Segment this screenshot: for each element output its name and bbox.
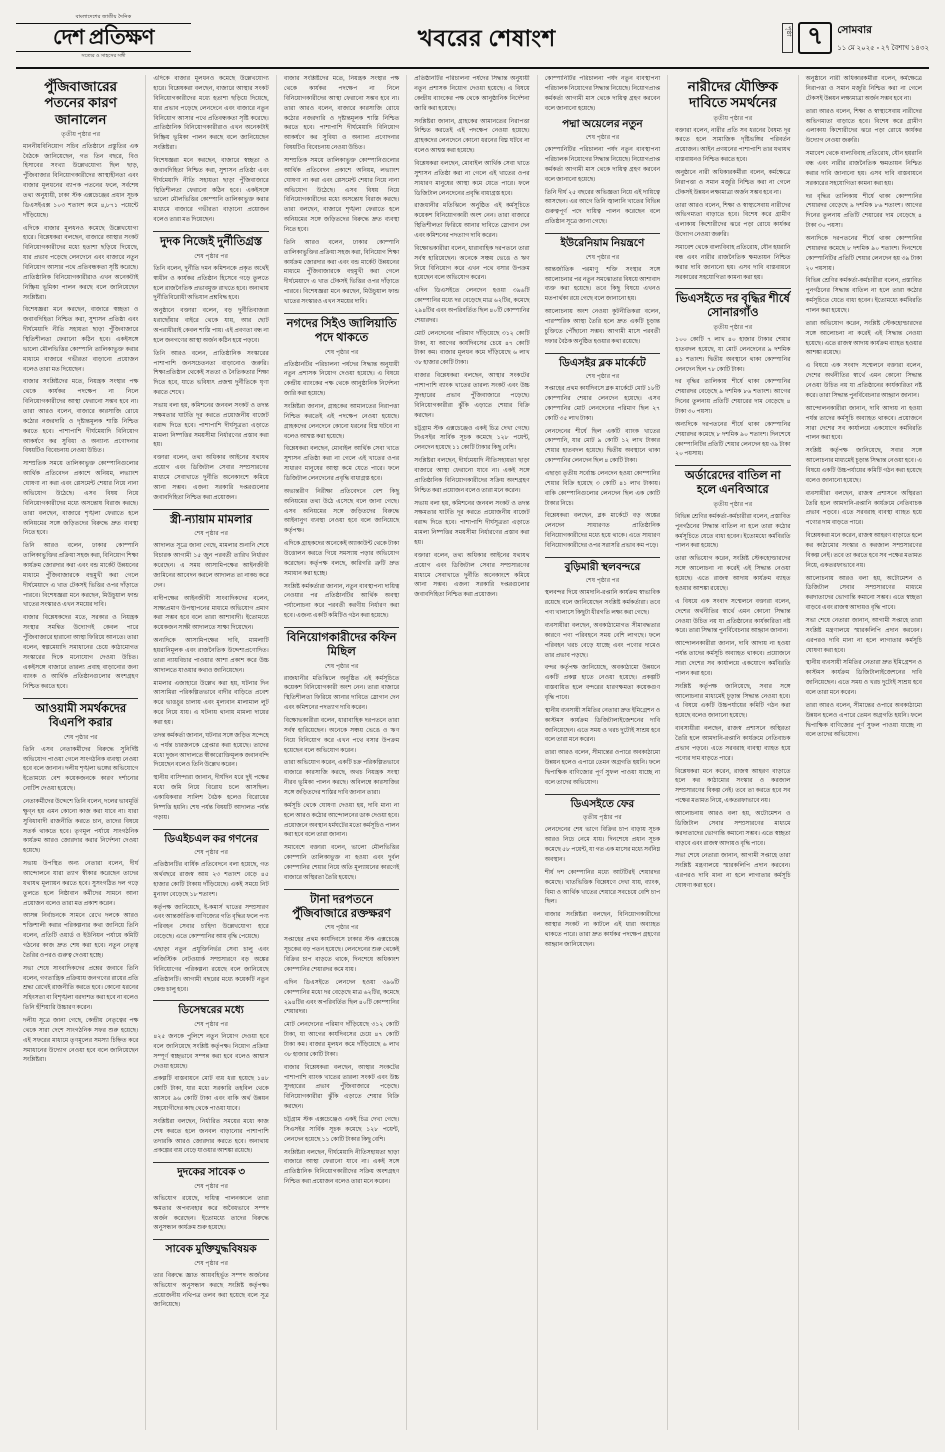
article-paragraph: এছাড়া তৃতীয় সর্বোচ্চ লেনদেন হওয়া কোম্পানির শেয়ার বিক্রি হয়েছে ৩ কোটি ৪১ লাখ টাকায়। বাকি কোম্পানিগুলোর লেনদেন ছিল এক কোটি টাকার নিচে। <box>544 470 661 507</box>
article-paragraph: তারা অভিযোগ করেন, একটি চক্র পরিকল্পিতভাবে বাজারে কারসাজি করছে, অথচ নিয়ন্ত্রক সংস্থা নীরব ভূমিকা পালন করছে। অবিলম্বে কারসাজির সঙ্গে জড়িতদের শাস্তির দাবি জানান তারা। <box>283 760 400 797</box>
article-byline: শেষ পৃষ্ঠার পর <box>585 577 620 585</box>
article-paragraph: তিনি বলেন, দুর্নীতি দমন কমিশনকে প্রকৃত অর্থেই স্বাধীন ও কার্যকর প্রতিষ্ঠান হিসেবে গড়ে তুলতে হলে রাজনৈতিক প্রভাবমুক্ত রাখতে হবে। অন্যথায় দুর্নীতিবিরোধী অভিযান প্রশ্নবিদ্ধ হবে। <box>153 265 269 302</box>
article-paragraph-jump: এদিকে বাজার মূলধনও কমেছে উল্লেখযোগ্য হারে। বিশ্লেষকরা বলছেন, বাজারে আস্থার সংকট বিনিয়োগকারীদের মধ্যে হতাশা ছড়িয়ে দিয়েছে, যার প্রভাব পড়েছে লেনদেনে এবং বাজারে নতুন বিনিয়োগ আসার পথে প্রতিবন্ধকতা সৃষ্টি করেছে। প্রাতিষ্ঠানিক বিনিয়োগকারীরাও এখন অনেকটাই নিষ্ক্রিয় ভূমিকা পালন করছে বলে জানিয়েছেন সংশ্লিষ্টরা। <box>153 76 269 152</box>
column-7 <box>799 75 929 1430</box>
article-paragraph: আসন্ন নির্বাচনকে সামনে রেখে দলকে আরও শক্তিশালী করার পরিকল্পনার কথা জানিয়ে তিনি বলেন, প্রতিটি ওয়ার্ড ও ইউনিয়ন পর্যায়ে কমিটি গঠনের কাজ দ্রুত শেষ করা হবে। নতুন নেতৃত্ব তৈরির ওপরও গুরুত্ব দেওয়া হচ্ছে। <box>23 913 139 959</box>
publication-day: সোমবার <box>837 24 872 36</box>
article-paragraph: আন্দোলনকারীরা জানান, দাবি আদায় না হওয়া পর্যন্ত তাদের কর্মসূচি অব্যাহত থাকবে। প্রয়োজনে সারা দেশের সব কার্যালয়ে একযোগে কর্মবিরতি পালন করা হবে। <box>675 641 791 677</box>
article-paragraph-jump: আন্দোলনকারীরা জানান, দাবি আদায় না হওয়া পর্যন্ত তাদের কর্মসূচি অব্যাহত থাকবে। প্রয়োজনে সারা দেশের সব কার্যালয়ে একযোগে কর্মবিরতি পালন করা হবে। <box>805 405 922 442</box>
article-paragraph-jump: স্থানীয় ব্যবসায়ী সমিতির নেতারা দ্রুত ইমিগ্রেশন ও কাস্টমস কার্যক্রম ডিজিটালাইজেশনের দাবি জানিয়েছেন। এতে সময় ও খরচ দুটোই সাশ্রয় হবে বলে তারা মনে করেন। <box>805 660 922 696</box>
article-paragraph: সংশ্লিষ্টরা জানান, গ্রাহকের আমানতের নিরাপত্তা নিশ্চিত করতেই এই পদক্ষেপ নেওয়া হয়েছে। গ্রাহকদের লেনদেনে কোনো ধরনের বিঘ্ন ঘটবে না বলেও আশ্বস্ত করা হয়েছে। <box>283 403 400 440</box>
article-paragraph-jump: দর বৃদ্ধির তালিকায় শীর্ষে থাকা কোম্পানির শেয়ারদর বেড়েছে ৯ দশমিক ৮৬ শতাংশ। আগের দিনের তুলনায় প্রতিটি শেয়ারের দাম বেড়েছে ৪ টাকা ৩০ পয়সা। <box>805 193 922 230</box>
article-paragraph-jump: অন্যদিকে দরপতনের শীর্ষে থাকা কোম্পানির শেয়ারদর কমেছে ৮ দশমিক ৯০ শতাংশ। দিনশেষে কোম্পানিটির প্রতিটি শেয়ার লেনদেন হয় ৩৯ টাকা ২০ পয়সায়। <box>805 236 922 272</box>
article-headline[interactable]: স্ত্রী-ন্যায়াম মামলার <box>169 513 253 526</box>
article-byline: তৃতীয় পৃষ্ঠার পর <box>583 814 622 822</box>
article-byline: তৃতীয় পৃষ্ঠার পর <box>713 324 753 331</box>
article-headline[interactable]: ইউরেনিয়াম নিয়ন্ত্রণে <box>560 238 645 250</box>
article-paragraph: মামলার এজাহারে উল্লেখ করা হয়, ঘটনার দিন আসামিরা পরিকল্পিতভাবে বাদীর বাড়িতে প্রবেশ করে ভাঙচুর চালায় এবং মূল্যবান মালামাল লুট করে নিয়ে যায়। এ ঘটনায় থানায় মামলা দায়ের করা হয়। <box>153 680 269 726</box>
article-paragraph-jump: রাজধানীর মতিঝিলে অনুষ্ঠিত এই কর্মসূচিতে কয়েকশ বিনিয়োগকারী অংশ নেন। তারা বাজারে স্থিতিশীলতা ফিরিয়ে আনার দাবিতে স্লোগান দেন এবং কমিশনের পদত্যাগ দাবি করেন। <box>414 203 530 240</box>
article-paragraph: সমাবেশে বক্তারা বলেন, ভালো মৌলভিত্তির কোম্পানি তালিকাভুক্ত না হওয়া এবং দুর্বল কোম্পানির শেয়ার নিয়ে অতি মূল্যায়নের কারণেই বাজারে অস্থিরতা তৈরি হয়েছে। <box>283 845 400 881</box>
divider <box>545 557 660 558</box>
divider <box>23 698 138 699</box>
article-paragraph: অনুষ্ঠানে বক্তারা বলেন, বড় দুর্নীতিবাজরা ধরাছোঁয়ার বাইরে থেকে যায়, আর ছোট অপরাধীরাই কেবল শাস্তি পায়। এই প্রবণতা বন্ধ না হলে জনগণের আস্থা অর্জন কঠিন হয়ে পড়বে। <box>153 308 269 344</box>
article-paragraph: সভা শেষে সাংবাদিকদের প্রশ্নের জবাবে তিনি বলেন, গণতান্ত্রিক প্রক্রিয়ায় জনগণের রায়ের প্রতি শ্রদ্ধা রেখেই রাজনীতি করতে হবে। কোনো ধরনের সহিংসতা বা বিশৃঙ্খলা বরদাশত করা হবে না বলেও তিনি হুঁশিয়ারি উচ্চারণ করেন। <box>23 965 139 1012</box>
article-paragraph: বিশ্লেষকরা বলছেন, ব্লক মার্কেটে বড় অঙ্কের লেনদেন সাধারণত প্রাতিষ্ঠানিক বিনিয়োগকারীদের মধ্যে হয়ে থাকে। এতে সাধারণ বিনিয়োগকারীদের ওপর সরাসরি প্রভাব কম পড়ে। <box>544 513 661 549</box>
divider <box>675 465 790 466</box>
article-paragraph: শীর্ষ দশ কোম্পানির মধ্যে আটটিরই শেয়ারদর কমেছে। খাতভিত্তিক বিশ্লেষণে দেখা যায়, ব্যাংক, বিমা ও আর্থিক খাতের শেয়ারে সবচেয়ে বেশি চাপ ছিল। <box>544 869 661 906</box>
article-byline: তৃতীয় পৃষ্ঠার পর <box>713 500 753 508</box>
page-indicator <box>782 14 929 54</box>
column-3 <box>277 75 407 1430</box>
article-paragraph: তিনি এসব নেতাকর্মীদের বিরুদ্ধে সুনির্দিষ্ট অভিযোগ পাওয়া গেলে সাংগঠনিক ব্যবস্থা নেওয়া হবে বলে জানান। দলীয় শৃঙ্খলা ভঙ্গের অভিযোগে ইতোমধ্যে বেশ কয়েকজনকে কারণ দর্শানোর নোটিশ দেওয়া হয়েছে। <box>23 746 139 793</box>
divider <box>545 353 660 354</box>
article-paragraph: প্রতিষ্ঠানটির বার্ষিক প্রতিবেদনে বলা হয়েছে, গত অর্থবছরে রাজস্ব আয় ২৩ শতাংশ বেড়ে ৪৫ হাজার কোটি টাকায় দাঁড়িয়েছে। একই সময়ে নিট মুনাফা বেড়েছে ১৮ শতাংশ। <box>153 862 269 898</box>
article-paragraph: সভা শেষে নেতারা জানান, আগামী সপ্তাহে তারা সংশ্লিষ্ট মন্ত্রণালয়ে স্মারকলিপি প্রদান করবেন। এরপরও দাবি মানা না হলে লাগাতার কর্মসূচি ঘোষণা করা হবে। <box>675 853 791 889</box>
article-paragraph: আদালত সূত্রে জানা গেছে, মামলার শুনানি শেষে বিচারক আগামী ১৫ জুন পরবর্তী তারিখ নির্ধারণ করেছেন। এ সময় আসামিপক্ষের আইনজীবী জামিনের আবেদন করলে আদালত তা নাকচ করে দেন। <box>153 543 269 589</box>
article-byline: শেষ পৃষ্ঠার পর <box>324 662 359 670</box>
masthead <box>16 14 929 69</box>
article-paragraph: বন্দর কর্তৃপক্ষ জানিয়েছে, অবকাঠামো উন্নয়নে একটি প্রকল্প হাতে নেওয়া হয়েছে। প্রকল্পটি বাস্তবায়িত হলে বন্দরের ধারণক্ষমতা কয়েকগুণ বৃদ্ধি পাবে। <box>544 665 661 702</box>
article-headline[interactable]: নগদের সিইও জালিয়াতি পদে থাকতে <box>286 317 397 344</box>
article-paragraph: এ বিষয়ে এক সংবাদ সম্মেলনে বক্তারা বলেন, দেশের অর্থনীতির স্বার্থে এমন কোনো সিদ্ধান্ত নেওয়া উচিত নয় যা প্রতিষ্ঠানের কার্যকারিতা নষ্ট করে। তারা সিদ্ধান্ত পুনর্বিবেচনার আহ্বান জানান। <box>675 598 791 635</box>
article-paragraph: আলোচনায় অংশ নেওয়া কূটনীতিকরা বলেন, পারস্পরিক আস্থা তৈরি হলে দ্রুত একটি চূড়ান্ত চুক্তিতে পৌঁছানো সম্ভব। আগামী মাসে পরবর্তী দফার বৈঠক অনুষ্ঠিত হওয়ার কথা রয়েছে। <box>544 309 661 345</box>
column-2 <box>146 75 276 1430</box>
logo-subtitle: সত্যের ও সাহসের সঙ্গী <box>81 54 126 60</box>
article-paragraph: ৪২৫ জনকে পুলিশে নতুন নিয়োগ দেওয়া হবে বলে জানিয়েছে সংশ্লিষ্ট কর্তৃপক্ষ। নিয়োগ প্রক্রিয়া সম্পূর্ণ স্বচ্ছভাবে সম্পন্ন করা হবে বলেও আশ্বাস দেওয়া হয়েছে। <box>153 1033 269 1070</box>
article-byline: শেষ পৃষ্ঠার পর <box>194 530 228 538</box>
article-paragraph: ১০০ কোটি ৭ লাখ ৪০ হাজার টাকার শেয়ার হাতবদল হয়েছে, যা মোট লেনদেনের ৯ দশমিক ৪১ শতাংশ। দ্বিতীয় অবস্থানে থাকা কোম্পানির লেনদেন ছিল ৭৮ কোটি টাকা। <box>675 337 791 373</box>
article-paragraph-jump: চট্টগ্রাম স্টক এক্সচেঞ্জেও একই চিত্র দেখা গেছে। সিএসইর সার্বিক সূচক কমেছে ১২৮ পয়েন্ট, লেনদেন হয়েছে ১১ কোটি টাকার কিছু বেশি। <box>414 425 530 452</box>
article-paragraph: অনুষ্ঠানে নারী অধিকারকর্মীরা বলেন, কর্মক্ষেত্রে নিরাপত্তা ও সমান মজুরি নিশ্চিত করা না গেলে টেকসই উন্নয়ন লক্ষ্যমাত্রা অর্জন সম্ভব হবে না। <box>675 169 791 196</box>
article-byline: শেষ পৃষ্ঠার পর <box>324 924 359 932</box>
article-paragraph-jump: বাজার বিশ্লেষকরা বলছেন, আস্থার সংকটের পাশাপাশি ব্যাংক খাতের তারল্য সংকট এবং উচ্চ সুদহারের প্রভাব পুঁজিবাজারে পড়েছে। বিনিয়োগকারীরা ঝুঁকি এড়াতে শেয়ার বিক্রি করছেন। <box>414 373 530 419</box>
article-paragraph: প্রকল্পটি বাস্তবায়নে মোট ব্যয় ধরা হয়েছে ১৪৮ কোটি টাকা, যার মধ্যে সরকারি তহবিল থেকে আসবে ৯৬ কোটি টাকা এবং বাকি অর্থ উন্নয়ন সহযোগীদের কাছ থেকে পাওয়া যাবে। <box>153 1076 269 1112</box>
article-byline: তৃতীয় পৃষ্ঠার পর <box>713 114 753 122</box>
article-paragraph: সাম্প্রতিক সময়ে তালিকাভুক্ত কোম্পানিগুলোর আর্থিক প্রতিবেদন প্রকাশে অনিয়ম, লভ্যাংশ ঘোষণা না করা এবং প্লেসমেন্ট শেয়ার নিয়ে নানা অভিযোগ উঠেছে। এসব বিষয় নিয়ে বিনিয়োগকারীদের মধ্যে অসন্তোষ বিরাজ করছে। তারা বলছেন, বাজারে শৃঙ্খলা ফেরাতে হলে অনিয়মের সঙ্গে জড়িতদের বিরুদ্ধে দ্রুত ব্যবস্থা নিতে হবে। <box>23 461 139 537</box>
article-paragraph: মাননীয়বিনিয়োগ সচিব প্রতিষ্ঠানে প্রস্তুতির এক বৈঠকে জানিয়েছেন, গত তিন বছরে, বিও হিসাবের সংখ্যা উল্লেখযোগ্য ছিল ছাড়, পুঁজিবাজার বিনিয়োগকারীদের আস্থাহীনতা এবং বাজার মূলধনের ব্যাপক পতনের ফলে, সর্বশেষ তথ্য অনুযায়ী, ঢাকা স্টক এক্সচেঞ্জের প্রধান সূচক ডিএসইএক্স ১০৩ শতাংশ কমে ৪,৮৭১ পয়েন্টে দাঁড়িয়েছে। <box>23 143 139 219</box>
article-paragraph-jump: মোট লেনদেনের পরিমাণ দাঁড়িয়েছে ৩১২ কোটি টাকা, যা আগের কার্যদিবসের চেয়ে ৪৭ কোটি টাকা কম। বাজার মূলধন কমে দাঁড়িয়েছে ৬ লাখ ৩৮ হাজার কোটি টাকা। <box>414 330 530 367</box>
page-number: ৭ <box>798 22 832 54</box>
article-paragraph-jump: সাম্প্রতিক সময়ে তালিকাভুক্ত কোম্পানিগুলোর আর্থিক প্রতিবেদন প্রকাশে অনিয়ম, লভ্যাংশ ঘোষণা না করা এবং প্লেসমেন্ট শেয়ার নিয়ে নানা অভিযোগ উঠেছে। এসব বিষয় নিয়ে বিনিয়োগকারীদের মধ্যে অসন্তোষ বিরাজ করছে। তারা বলছেন, বাজারে শৃঙ্খলা ফেরাতে হলে অনিয়মের সঙ্গে জড়িতদের বিরুদ্ধে দ্রুত ব্যবস্থা নিতে হবে। <box>283 158 400 234</box>
article-paragraph-jump: বক্তারা বলেন, তথ্য অধিকার আইনের যথাযথ প্রয়োগ এবং ডিজিটাল সেবার সম্প্রসারণের মাধ্যমে সেবাখাতে দুর্নীতি অনেকাংশে কমিয়ে আনা সম্ভব। এজন্য সরকারি দপ্তরগুলোর জবাবদিহিতা নিশ্চিত করা প্রয়োজন। <box>414 552 530 599</box>
article-paragraph: বিশ্লেষকরা বলছেন, মোবাইল আর্থিক সেবা খাতে সুশাসন প্রতিষ্ঠা করা না গেলে এই খাতের ওপর সাধারণ মানুষের আস্থা কমে যেতে পারে। ফলে ডিজিটাল লেনদেনের প্রবৃদ্ধি বাধাগ্রস্ত হবে। <box>283 446 400 482</box>
article-paragraph: তারা আরও বলেন, শিক্ষা ও স্বাস্থ্যসেবায় নারীদের অভিগম্যতা বাড়াতে হবে। বিশেষ করে গ্রামীণ এলাকায় কিশোরীদের ঝরে পড়া রোধে কার্যকর উদ্যোগ নেওয়া জরুরি। <box>675 202 791 239</box>
article-paragraph: বাজার সংশ্লিষ্টদের মতে, নিয়ন্ত্রক সংস্থার পক্ষ থেকে কার্যকর পদক্ষেপ না নিলে বিনিয়োগকারীদের আস্থা ফেরানো সম্ভব হবে না। তারা আরও বলেন, বাজারে কারসাজি রোধে কঠোর নজরদারি ও দৃষ্টান্তমূলক শাস্তি নিশ্চিত করতে হবে। পাশাপাশি দীর্ঘমেয়াদি বিনিয়োগ আকর্ষণে কর সুবিধা ও অন্যান্য প্রণোদনার বিষয়টিও বিবেচনায় নেওয়া উচিত। <box>23 379 139 455</box>
article-headline[interactable]: দুদকের সাবেক ৩ <box>177 1167 246 1179</box>
column-6 <box>668 75 798 1430</box>
divider <box>675 288 790 289</box>
article-paragraph-jump: বিশ্লেষকরা মনে করেন, রাজস্ব আহরণ বাড়াতে হলে কর কাঠামোর সংস্কার ও করজাল সম্প্রসারণের বিকল্প নেই। তবে তা করতে হবে সব পক্ষের মতামত নিয়ে, একতরফাভাবে নয়। <box>805 533 923 569</box>
article-paragraph-jump: বিশ্লেষকরা বলছেন, মোবাইল আর্থিক সেবা খাতে সুশাসন প্রতিষ্ঠা করা না গেলে এই খাতের ওপর সাধারণ মানুষের আস্থা কমে যেতে পারে। ফলে ডিজিটাল লেনদেনের প্রবৃদ্ধি বাধাগ্রস্ত হবে। <box>414 161 530 197</box>
logo-tagline: বাংলাদেশের জাতীয় দৈনিক <box>75 15 132 20</box>
article-paragraph: বিক্ষোভকারীরা বলেন, ধারাবাহিক দরপতনে তারা সর্বস্ব হারিয়েছেন। অনেকে সঞ্চয় ভেঙে ও ঋণ নিয়ে বিনিয়োগ করে এখন পথে বসার উপক্রম হয়েছেন বলে অভিযোগ করেন। <box>283 718 400 754</box>
divider <box>153 231 268 232</box>
article-paragraph-jump: সংশ্লিষ্টরা বলছেন, দীর্ঘমেয়াদি নীতিসহায়তা ছাড়া বাজারে আস্থা ফেরানো যাবে না। একই সঙ্গে প্রাতিষ্ঠানিক বিনিয়োগকারীদের সক্রিয় অংশগ্রহণ নিশ্চিত করা প্রয়োজন বলেও তারা মনে করেন। <box>414 458 530 494</box>
section-title: খবরের শেষাংশ <box>417 26 556 51</box>
article-byline: তৃতীয় পৃষ্ঠার পর <box>61 130 101 138</box>
article-paragraph: সপ্তাহের প্রথম কার্যদিবসে ব্লক মার্কেটে মোট ১৮টি কোম্পানির শেয়ার লেনদেন হয়েছে। এসব কোম্পানির মোট লেনদেনের পরিমাণ ছিল ২৭ কোটি ৩৫ লাখ টাকা। <box>544 386 661 422</box>
article-paragraph: ব্যবসায়ীরা বলছেন, অবকাঠামোগত সীমাবদ্ধতার কারণে পণ্য পরিবহনে সময় বেশি লাগছে। ফলে পরিবহন খরচ বেড়ে যাচ্ছে এবং পণ্যের দামেও তার প্রভাব পড়ছে। <box>544 623 661 659</box>
article-paragraph-jump: বিভিন্ন শ্রেণির কর্মকর্তা-কর্মচারীরা বলেন, প্রস্তাবিত পুনর্গঠনের সিদ্ধান্ত বাতিল না হলে তারা কঠোর কর্মসূচিতে যেতে বাধ্য হবেন। ইতোমধ্যে কর্মবিরতি পালন করা হয়েছে। <box>805 278 922 315</box>
article-headline[interactable]: ডিএসইর ব্লক মার্কেটে <box>559 357 646 369</box>
article-paragraph-jump: বাজার সংশ্লিষ্টদের মতে, নিয়ন্ত্রক সংস্থার পক্ষ থেকে কার্যকর পদক্ষেপ না নিলে বিনিয়োগকারীদের আস্থা ফেরানো সম্ভব হবে না। তারা আরও বলেন, বাজারে কারসাজি রোধে কঠোর নজরদারি ও দৃষ্টান্তমূলক শাস্তি নিশ্চিত করতে হবে। পাশাপাশি দীর্ঘমেয়াদি বিনিয়োগ আকর্ষণে কর সুবিধা ও অন্যান্য প্রণোদনার বিষয়টিও বিবেচনায় নেওয়া উচিত। <box>283 76 400 152</box>
article-paragraph: তিনি দীর্ঘ ২৫ বছরের অভিজ্ঞতা নিয়ে এই দায়িত্বে আসছেন। এর আগে তিনি জ্বালানি খাতের বিভিন্ন গুরুত্বপূর্ণ পদে দায়িত্ব পালন করেছেন বলে প্রতিষ্ঠান সূত্রে জানা গেছে। <box>544 189 661 226</box>
article-paragraph-jump: সভায় বলা হয়, কমিশনের জনবল সংকট ও তদন্ত সক্ষমতার ঘাটতি দূর করতে প্রয়োজনীয় বাজেট বরাদ্দ দিতে হবে। পাশাপাশি দীর্ঘসূত্রতা এড়াতে মামলা নিষ্পত্তির সময়সীমা নির্ধারণের প্রস্তাব করা হয়। <box>414 500 530 546</box>
article-paragraph: স্থলবন্দর দিয়ে আমদানি-রপ্তানি কার্যক্রম স্বাভাবিক রয়েছে বলে জানিয়েছেন সংশ্লিষ্ট কর্মকর্তারা। তবে পণ্য খালাসে কিছুটা ধীরগতি লক্ষ্য করা গেছে। <box>544 590 661 617</box>
divider <box>153 1239 268 1240</box>
page-vertical-label: পৃষ্ঠা <box>782 23 793 53</box>
article-headline[interactable]: পুঁজিবাজারের পতনের কারণ জানালেন <box>44 79 118 127</box>
article-byline: শেষ পৃষ্ঠার পর <box>194 252 228 260</box>
article-paragraph: চট্টগ্রাম স্টক এক্সচেঞ্জেও একই চিত্র দেখা গেছে। সিএসইর সার্বিক সূচক কমেছে ১২৮ পয়েন্ট, লেনদেন হয়েছে ১১ কোটি টাকার কিছু বেশি। <box>283 1116 400 1143</box>
divider <box>153 829 268 830</box>
article-paragraph: এদিন ডিএসইতে লেনদেন হওয়া ৩৯৬টি কোম্পানির মধ্যে দর বেড়েছে মাত্র ৬২টির, কমেছে ২৯৪টির এবং অপরিবর্তিত ছিল ৪০টি কোম্পানির শেয়ারদর। <box>283 979 400 1016</box>
article-paragraph: নেতাকর্মীদের উদ্দেশে তিনি বলেন, দলের ভাবমূর্তি ক্ষুণ্ন হয় এমন কোনো কাজ করা যাবে না। যারা সুবিধাবাদী রাজনীতি করতে চান, তাদের বিষয়ে সতর্ক থাকতে হবে। তৃণমূল পর্যায়ে সাংগঠনিক কার্যক্রম আরও জোরদার করার নির্দেশনা দেওয়া হয়েছে। <box>23 799 139 855</box>
article-paragraph-jump: কোম্পানিটির পরিচালনা পর্ষদ নতুন ব্যবস্থাপনা পরিচালক নিয়োগের সিদ্ধান্ত নিয়েছে। নিয়োগপ্রাপ্ত কর্মকর্তা আগামী মাস থেকে দায়িত্ব গ্রহণ করবেন বলে জানানো হয়েছে। <box>544 76 661 112</box>
article-paragraph: সভায় উপস্থিত অন্য নেতারা বলেন, দীর্ঘ আন্দোলনে যারা ত্যাগ স্বীকার করেছেন তাদের যথাযথ মূল্যায়ন করতে হবে। সুসংগঠিত দল গড়ে তুলতে হলে নিষ্ঠাবান কর্মীদের সামনে আনা প্রয়োজন বলেও তারা মত প্রকাশ করেন। <box>23 861 139 907</box>
article-paragraph: বক্তারা বলেন, নারীর প্রতি সব ধরনের বৈষম্য দূর করতে হলে সামাজিক দৃষ্টিভঙ্গির পরিবর্তন প্রয়োজন। আইন প্রণয়নের পাশাপাশি তার যথাযথ বাস্তবায়নও নিশ্চিত করতে হবে। <box>675 127 791 164</box>
article-paragraph-jump: আলোচনায় আরও বলা হয়, অটোমেশন ও ডিজিটাল সেবার সম্প্রসারণের মাধ্যমে করদাতাদের ভোগান্তি কমানো সম্ভব। এতে স্বচ্ছতা বাড়বে এবং রাজস্ব আদায়ও বৃদ্ধি পাবে। <box>805 575 922 612</box>
article-paragraph: বিশ্লেষকরা মনে করেন, রাজস্ব আহরণ বাড়াতে হলে কর কাঠামোর সংস্কার ও করজাল সম্প্রসারণের বিকল্প নেই। তবে তা করতে হবে সব পক্ষের মতামত নিয়ে, একতরফাভাবে নয়। <box>675 768 791 805</box>
article-paragraph: তদন্ত কর্মকর্তা জানান, ঘটনার সঙ্গে জড়িত সন্দেহে এ পর্যন্ত চারজনকে গ্রেপ্তার করা হয়েছে। তাদের মধ্যে দুজন আদালতে স্বীকারোক্তিমূলক জবানবন্দি দিয়েছেন বলেও তিনি উল্লেখ করেন। <box>153 732 269 769</box>
article-byline: শেষ পৃষ্ঠার পর <box>194 1182 228 1190</box>
article-paragraph: লেনদেনের শীর্ষে ছিল একটি ব্যাংক খাতের কোম্পানি, যার মোট ৯ কোটি ১২ লাখ টাকার শেয়ার হাতবদল হয়েছে। দ্বিতীয় অবস্থানে থাকা কোম্পানির লেনদেন ছিল ৪ কোটি টাকা। <box>544 428 661 465</box>
article-paragraph: সংশ্লিষ্ট কর্তৃপক্ষ জানিয়েছে, সবার সঙ্গে আলোচনার মাধ্যমেই চূড়ান্ত সিদ্ধান্ত নেওয়া হবে। এ বিষয়ে একটি উচ্চপর্যায়ের কমিটি গঠন করা হয়েছে বলেও জানানো হয়েছে। <box>675 683 791 720</box>
article-byline: শেষ পৃষ্ঠার পর <box>585 373 620 381</box>
article-paragraph-jump: এ বিষয়ে এক সংবাদ সম্মেলনে বক্তারা বলেন, দেশের অর্থনীতির স্বার্থে এমন কোনো সিদ্ধান্ত নেওয়া উচিত নয় যা প্রতিষ্ঠানের কার্যকারিতা নষ্ট করে। তারা সিদ্ধান্ত পুনর্বিবেচনার আহ্বান জানান। <box>805 363 922 399</box>
article-paragraph: বাজার সংশ্লিষ্টরা বলছেন, বিনিয়োগকারীদের আস্থার সংকট না কাটলে এই ধারা অব্যাহত থাকতে পারে। তারা দ্রুত কার্যকর পদক্ষেপ গ্রহণের আহ্বান জানিয়েছেন। <box>544 912 661 948</box>
article-paragraph: এদিকে গ্রাহকদের অনেকেই অ্যাকাউন্ট থেকে টাকা উত্তোলন করতে গিয়ে সমস্যায় পড়ার অভিযোগ করেছেন। কর্তৃপক্ষ বলছে, কারিগরি ত্রুটি দ্রুত সমাধান করা হচ্ছে। <box>283 541 400 577</box>
article-headline[interactable]: আওয়ামী সমর্থকদের বিএনপি করার <box>35 703 127 729</box>
article-paragraph: স্থানীয় ব্যবসায়ী সমিতির নেতারা দ্রুত ইমিগ্রেশন ও কাস্টমস কার্যক্রম ডিজিটালাইজেশনের দাবি জানিয়েছেন। এতে সময় ও খরচ দুটোই সাশ্রয় হবে বলে তারা মনে করেন। <box>544 707 661 744</box>
article-paragraph: সংশ্লিষ্টরা বলছেন, দীর্ঘমেয়াদি নীতিসহায়তা ছাড়া বাজারে আস্থা ফেরানো যাবে না। একই সঙ্গে প্রাতিষ্ঠানিক বিনিয়োগকারীদের সক্রিয় অংশগ্রহণ নিশ্চিত করা প্রয়োজন বলেও তারা মনে করেন। <box>283 1149 400 1186</box>
article-paragraph: এদিকে বাজার মূলধনও কমেছে উল্লেখযোগ্য হারে। বিশ্লেষকরা বলছেন, বাজারে আস্থার সংকট বিনিয়োগকারীদের মধ্যে হতাশা ছড়িয়ে দিয়েছে, যার প্রভাব পড়েছে লেনদেনে এবং বাজারে নতুন বিনিয়োগ আসার পথে প্রতিবন্ধকতা সৃষ্টি করেছে। প্রাতিষ্ঠানিক বিনিয়োগকারীরাও এখন অনেকটাই নিষ্ক্রিয় ভূমিকা পালন করছে বলে জানিয়েছেন সংশ্লিষ্টরা। <box>23 225 139 301</box>
newspaper-logo[interactable] <box>16 14 191 61</box>
article-paragraph: বিশেষজ্ঞরা মনে করছেন, বাজারে স্বচ্ছতা ও জবাবদিহিতা নিশ্চিত করা, সুশাসন প্রতিষ্ঠা এবং দীর্ঘমেয়াদি নীতি সহায়তা ছাড়া পুঁজিবাজারে স্থিতিশীলতা ফেরানো কঠিন হবে। একইসঙ্গে ভালো মৌলভিত্তির কোম্পানি তালিকাভুক্ত করার মাধ্যমে বাজারে গভীরতা বাড়ানো প্রয়োজন বলেও তারা মত দিয়েছেন। <box>23 307 139 373</box>
article-paragraph-jump: সভা শেষে নেতারা জানান, আগামী সপ্তাহে তারা সংশ্লিষ্ট মন্ত্রণালয়ে স্মারকলিপি প্রদান করবেন। এরপরও দাবি মানা না হলে লাগাতার কর্মসূচি ঘোষণা করা হবে। <box>805 617 922 654</box>
divider <box>545 233 660 234</box>
divider <box>153 1000 268 1001</box>
column-1 <box>16 75 146 1430</box>
article-paragraph-jump: সমাবেশ থেকে বাল্যবিবাহ প্রতিরোধ, যৌন হয়রানি বন্ধ এবং নারীর রাজনৈতিক ক্ষমতায়ন নিশ্চিত করার দাবি জানানো হয়। এসব দাবি বাস্তবায়নে সরকারের সহযোগিতা কামনা করা হয়। <box>805 151 922 187</box>
article-paragraph-jump: বিশেষজ্ঞরা মনে করছেন, বাজারে স্বচ্ছতা ও জবাবদিহিতা নিশ্চিত করা, সুশাসন প্রতিষ্ঠা এবং দীর্ঘমেয়াদি নীতি সহায়তা ছাড়া পুঁজিবাজারে স্থিতিশীলতা ফেরানো কঠিন হবে। একইসঙ্গে ভালো মৌলভিত্তির কোম্পানি তালিকাভুক্ত করার মাধ্যমে বাজারে গভীরতা বাড়ানো প্রয়োজন বলেও তারা মত দিয়েছেন। <box>153 158 269 224</box>
article-headline[interactable]: টানা দরপতনে পুঁজিবাজারে রক্তক্ষরণ <box>292 893 391 920</box>
article-paragraph-jump: সংশ্লিষ্ট কর্তৃপক্ষ জানিয়েছে, সবার সঙ্গে আলোচনার মাধ্যমেই চূড়ান্ত সিদ্ধান্ত নেওয়া হবে। এ বিষয়ে একটি উচ্চপর্যায়ের কমিটি গঠন করা হয়েছে বলেও জানানো হয়েছে। <box>805 448 922 484</box>
article-paragraph: তার বিরুদ্ধে জ্ঞাত আয়বহির্ভূত সম্পদ অর্জনের অভিযোগ অনুসন্ধান করছে সংশ্লিষ্ট কর্তৃপক্ষ। প্রয়োজনীয় নথিপত্র তলব করা হয়েছে বলে সূত্র জানিয়েছে। <box>153 1272 269 1309</box>
article-paragraph-jump: বিক্ষোভকারীরা বলেন, ধারাবাহিক দরপতনে তারা সর্বস্ব হারিয়েছেন। অনেকে সঞ্চয় ভেঙে ও ঋণ নিয়ে বিনিয়োগ করে এখন পথে বসার উপক্রম হয়েছেন বলে অভিযোগ করেন। <box>414 245 530 282</box>
article-paragraph: সভায় বলা হয়, কমিশনের জনবল সংকট ও তদন্ত সক্ষমতার ঘাটতি দূর করতে প্রয়োজনীয় বাজেট বরাদ্দ দিতে হবে। পাশাপাশি দীর্ঘসূত্রতা এড়াতে মামলা নিষ্পত্তির সময়সীমা নির্ধারণের প্রস্তাব করা হয়। <box>153 403 269 449</box>
article-headline[interactable]: অর্ডারেদের বাতিল না হলে এনবিআরে <box>684 470 781 497</box>
article-byline: শেষ পৃষ্ঠার পর <box>585 253 620 261</box>
article-paragraph: সপ্তাহের প্রথম কার্যদিবসে ঢাকার স্টক এক্সচেঞ্জে সূচকের বড় পতন হয়েছে। লেনদেনের শুরু থেকেই বিক্রির চাপ বাড়তে থাকে, দিনশেষে অধিকাংশ কোম্পানির শেয়ারদর কমে যায়। <box>283 937 400 973</box>
article-headline[interactable]: পদ্মা অয়েলের নতুন <box>562 118 643 130</box>
column-4 <box>407 75 537 1430</box>
column-5 <box>538 75 668 1430</box>
article-paragraph: সংশ্লিষ্টরা বলছেন, নির্ধারিত সময়ের মধ্যে কাজ শেষ করতে হলে জনবল বাড়ানোর পাশাপাশি তদারকি আরও জোরদার করতে হবে। অন্যথায় প্রকল্পের ব্যয় বেড়ে যাওয়ার আশঙ্কা রয়েছে। <box>153 1118 269 1155</box>
article-paragraph: সংশ্লিষ্ট কর্মকর্তারা জানান, নতুন ব্যবস্থাপনা দায়িত্ব নেওয়ার পর প্রতিষ্ঠানটির আর্থিক অবস্থা পর্যালোচনা করে পরবর্তী করণীয় নির্ধারণ করা হবে। এজন্য একটি কমিটিও গঠন করা হয়েছে। <box>283 583 400 620</box>
article-headline[interactable]: দুদক নিজেই দুর্নীতিগ্রস্ত <box>160 236 263 249</box>
article-paragraph: তারা অভিযোগ করেন, সংশ্লিষ্ট স্টেকহোল্ডারদের সঙ্গে আলোচনা না করেই এই সিদ্ধান্ত নেওয়া হয়েছে। এতে রাজস্ব আদায় কার্যক্রম ব্যাহত হওয়ার আশঙ্কা রয়েছে। <box>675 556 791 592</box>
article-paragraph-jump: তিনি আরও বলেন, ঢাকার কোম্পানি তালিকাভুক্তির প্রক্রিয়া সহজ করা, বিনিয়োগ শিক্ষা কার্যক্রম জোরদার করা এবং বন্ড মার্কেট উন্নয়নের মাধ্যমে পুঁজিবাজারকে বহুমুখী করা গেলে দীর্ঘমেয়াদে এ খাত টেকসই ভিত্তির ওপর দাঁড়াতে পারবে। বিশেষজ্ঞরা মনে করছেন, মিউচুয়াল ফান্ড খাতের সংস্কারও এখন সময়ের দাবি। <box>283 239 400 306</box>
article-paragraph-jump: তারা অভিযোগ করেন, সংশ্লিষ্ট স্টেকহোল্ডারদের সঙ্গে আলোচনা না করেই এই সিদ্ধান্ত নেওয়া হয়েছে। এতে রাজস্ব আদায় কার্যক্রম ব্যাহত হওয়ার আশঙ্কা রয়েছে। <box>805 320 922 357</box>
article-paragraph: বিভিন্ন শ্রেণির কর্মকর্তা-কর্মচারীরা বলেন, প্রস্তাবিত পুনর্গঠনের সিদ্ধান্ত বাতিল না হলে তারা কঠোর কর্মসূচিতে যেতে বাধ্য হবেন। ইতোমধ্যে কর্মবিরতি পালন করা হয়েছে। <box>675 513 791 550</box>
article-paragraph-jump: অনুষ্ঠানে নারী অধিকারকর্মীরা বলেন, কর্মক্ষেত্রে নিরাপত্তা ও সমান মজুরি নিশ্চিত করা না গেলে টেকসই উন্নয়ন লক্ষ্যমাত্রা অর্জন সম্ভব হবে না। <box>805 76 922 102</box>
article-paragraph: তিনি আরও বলেন, প্রাতিষ্ঠানিক সংস্কারের পাশাপাশি জনসচেতনতা বাড়ানোও জরুরি। শিক্ষাপ্রতিষ্ঠান থেকেই সততা ও নৈতিকতার শিক্ষা দিতে হবে, যাতে ভবিষ্যৎ প্রজন্ম দুর্নীতিকে ঘৃণা করতে শেখে। <box>153 350 269 397</box>
article-paragraph: তিনি আরও বলেন, ঢাকার কোম্পানি তালিকাভুক্তির প্রক্রিয়া সহজ করা, বিনিয়োগ শিক্ষা কার্যক্রম জোরদার করা এবং বন্ড মার্কেট উন্নয়নের মাধ্যমে পুঁজিবাজারকে বহুমুখী করা গেলে দীর্ঘমেয়াদে এ খাত টেকসই ভিত্তির ওপর দাঁড়াতে পারবে। বিশেষজ্ঞরা মনে করছেন, মিউচুয়াল ফান্ড খাতের সংস্কারও এখন সময়ের দাবি। <box>23 543 139 609</box>
article-paragraph-jump: এদিন ডিএসইতে লেনদেন হওয়া ৩৯৬টি কোম্পানির মধ্যে দর বেড়েছে মাত্র ৬২টির, কমেছে ২৯৪টির এবং অপরিবর্তিত ছিল ৪০টি কোম্পানির শেয়ারদর। <box>414 288 530 324</box>
article-headline[interactable]: বিনিয়োগকারীদের কফিন মিছিল <box>286 631 397 658</box>
article-byline: শেষ পৃষ্ঠার পর <box>324 348 359 356</box>
article-paragraph: বক্তারা বলেন, তথ্য অধিকার আইনের যথাযথ প্রয়োগ এবং ডিজিটাল সেবার সম্প্রসারণের মাধ্যমে সেবাখাতে দুর্নীতি অনেকাংশে কমিয়ে আনা সম্ভব। এজন্য সরকারি দপ্তরগুলোর জবাবদিহিতা নিশ্চিত করা প্রয়োজন। <box>153 455 269 501</box>
article-columns <box>16 75 929 1430</box>
article-paragraph: রাজধানীর মতিঝিলে অনুষ্ঠিত এই কর্মসূচিতে কয়েকশ বিনিয়োগকারী অংশ নেন। তারা বাজারে স্থিতিশীলতা ফিরিয়ে আনার দাবিতে স্লোগান দেন এবং কমিশনের পদত্যাগ দাবি করেন। <box>283 675 400 712</box>
article-headline[interactable]: নারীদের যৌক্তিক দাবিতে সমর্থনের <box>687 79 778 111</box>
article-paragraph: তারা আরও বলেন, সীমান্তের ওপারে অবকাঠামো উন্নয়ন হলেও এপারে তেমন অগ্রগতি হয়নি। ফলে দ্বিপাক্ষিক বাণিজ্যের পূর্ণ সুফল পাওয়া যাচ্ছে না বলে তাদের অভিযোগ। <box>544 750 661 786</box>
article-paragraph: দলীয় সূত্রে জানা গেছে, কেন্দ্রীয় নেতৃত্বের পক্ষ থেকে সারা দেশে সাংগঠনিক সফর শুরু হয়েছে। এই সফরের মাধ্যমে তৃণমূলের সমস্যা চিহ্নিত করে সমাধানের উদ্যোগ নেওয়া হবে বলে জানিয়েছেন সংশ্লিষ্টরা। <box>23 1018 139 1064</box>
article-paragraph: অভিযোগ রয়েছে, দায়িত্ব পালনকালে তারা ক্ষমতার অপব্যবহার করে অবৈধভাবে সম্পদ অর্জন করেছেন। ইতোমধ্যে তাদের বিরুদ্ধে অনুসন্ধান কার্যক্রম শুরু হয়েছে। <box>153 1195 269 1232</box>
divider <box>153 509 268 510</box>
article-paragraph: অন্যদিকে দরপতনের শীর্ষে থাকা কোম্পানির শেয়ারদর কমেছে ৮ দশমিক ৯০ শতাংশ। দিনশেষে কোম্পানিটির প্রতিটি শেয়ার লেনদেন হয় ৩৯ টাকা ২০ পয়সায়। <box>675 421 791 458</box>
article-byline: শেষ পৃষ্ঠার পর <box>63 733 98 741</box>
divider <box>284 889 399 890</box>
article-paragraph: কোম্পানিটির পরিচালনা পর্ষদ নতুন ব্যবস্থাপনা পরিচালক নিয়োগের সিদ্ধান্ত নিয়েছে। নিয়োগপ্রাপ্ত কর্মকর্তা আগামী মাস থেকে দায়িত্ব গ্রহণ করবেন বলে জানানো হয়েছে। <box>544 147 661 183</box>
article-byline: শেষ পৃষ্ঠার পর <box>194 849 228 857</box>
article-paragraph: বাজার বিশ্লেষকরা বলছেন, আস্থার সংকটের পাশাপাশি ব্যাংক খাতের তারল্য সংকট এবং উচ্চ সুদহারের প্রভাব পুঁজিবাজারে পড়েছে। বিনিয়োগকারীরা ঝুঁকি এড়াতে শেয়ার বিক্রি করছেন। <box>283 1064 400 1111</box>
article-headline[interactable]: ভিএসইতে দর বৃদ্ধির শীর্ষে সোনারগাঁও <box>675 293 790 320</box>
article-paragraph-jump: তারা আরও বলেন, শিক্ষা ও স্বাস্থ্যসেবায় নারীদের অভিগম্যতা বাড়াতে হবে। বিশেষ করে গ্রামীণ এলাকায় কিশোরীদের ঝরে পড়া রোধে কার্যকর উদ্যোগ নেওয়া জরুরি। <box>805 108 922 145</box>
article-paragraph: লেনদেনের শেষ ভাগে বিক্রির চাপ বাড়ায় সূচক আরও নিচে নেমে যায়। দিনশেষে প্রধান সূচক কমেছে ৫৮ পয়েন্ট, যা গত এক মাসের মধ্যে সর্বনিম্ন অবস্থান। <box>544 827 661 863</box>
article-headline[interactable]: ডিসেম্বরের মধ্যে <box>178 1005 244 1017</box>
divider <box>153 1162 268 1163</box>
article-paragraph: ব্যবসায়ীরা বলছেন, রাজস্ব প্রশাসনে অস্থিরতা তৈরি হলে আমদানি-রপ্তানি কার্যক্রমে নেতিবাচক প্রভাব পড়বে। এতে সরবরাহ ব্যবস্থা ব্যাহত হয়ে পণ্যের দাম বাড়তে পারে। <box>675 726 791 762</box>
article-paragraph: সমাবেশ থেকে বাল্যবিবাহ প্রতিরোধ, যৌন হয়রানি বন্ধ এবং নারীর রাজনৈতিক ক্ষমতায়ন নিশ্চিত করার দাবি জানানো হয়। এসব দাবি বাস্তবায়নে সরকারের সহযোগিতা কামনা করা হয়। <box>675 244 791 281</box>
article-headline[interactable]: ডিএসইতে ফের <box>570 798 635 810</box>
article-paragraph-jump: সংশ্লিষ্টরা জানান, গ্রাহকের আমানতের নিরাপত্তা নিশ্চিত করতেই এই পদক্ষেপ নেওয়া হয়েছে। গ্রাহকদের লেনদেনে কোনো ধরনের বিঘ্ন ঘটবে না বলেও আশ্বস্ত করা হয়েছে। <box>414 118 530 155</box>
article-paragraph: কর্মসূচি থেকে ঘোষণা দেওয়া হয়, দাবি মানা না হলে আরও কঠোর আন্দোলনের ডাক দেওয়া হবে। প্রয়োজনে অবস্থান ধর্মঘটের মতো কর্মসূচিও পালন করা হবে বলে তারা জানান। <box>283 802 400 839</box>
article-byline: শেষ পৃষ্ঠার পর <box>194 1020 228 1028</box>
article-paragraph: দর বৃদ্ধির তালিকায় শীর্ষে থাকা কোম্পানির শেয়ারদর বেড়েছে ৯ দশমিক ৮৬ শতাংশ। আগের দিনের তুলনায় প্রতিটি শেয়ারের দাম বেড়েছে ৪ টাকা ৩০ পয়সা। <box>675 379 791 416</box>
article-paragraph: প্রতিষ্ঠানটির পরিচালনা পর্ষদের সিদ্ধান্ত অনুযায়ী নতুন প্রশাসক নিয়োগ দেওয়া হয়েছে। এ বিষয়ে কেন্দ্রীয় ব্যাংকের পক্ষ থেকে আনুষ্ঠানিক নির্দেশনা জারি করা হয়েছে। <box>283 361 400 398</box>
article-paragraph: এছাড়া নতুন প্রযুক্তিনির্ভর সেবা চালু এবং লজিস্টিক নেটওয়ার্ক সম্প্রসারণে বড় অঙ্কের বিনিয়োগের পরিকল্পনা রয়েছে বলে জানিয়েছে প্রতিষ্ঠানটি। আগামী বছরের মধ্যে কয়েকটি নতুন কেন্দ্র চালু হবে। <box>153 947 269 993</box>
article-paragraph: বাজার বিশ্লেষকদের মতে, সরকার ও নিয়ন্ত্রক সংস্থার সমন্বিত উদ্যোগই কেবল পারে পুঁজিবাজারে হারানো আস্থা ফিরিয়ে আনতে। তারা বলেন, স্বল্পমেয়াদি সমাধানের চেয়ে কাঠামোগত সংস্কারের দিকে মনোযোগ দেওয়া উচিত। একইসঙ্গে বাজারে তারল্য প্রবাহ বাড়ানোর জন্য ব্যাংক ও আর্থিক প্রতিষ্ঠানগুলোর অংশগ্রহণ নিশ্চিত করতে হবে। <box>23 615 139 691</box>
article-paragraph: আন্তর্জাতিক পরমাণু শক্তি সংস্থার সঙ্গে আলোচনার পর নতুন সমঝোতার বিষয়ে আশাবাদ ব্যক্ত করা হয়েছে। তবে কিছু বিষয়ে এখনও মতপার্থক্য রয়ে গেছে বলে জানানো হয়। <box>544 266 661 303</box>
article-paragraph-jump: তারা আরও বলেন, সীমান্তের ওপারে অবকাঠামো উন্নয়ন হলেও এপারে তেমন অগ্রগতি হয়নি। ফলে দ্বিপাক্ষিক বাণিজ্যের পূর্ণ সুফল পাওয়া যাচ্ছে না বলে তাদের অভিযোগ। <box>805 702 922 739</box>
divider <box>284 313 399 314</box>
divider <box>545 794 660 795</box>
article-paragraph: স্থানীয় বাসিন্দারা জানান, দীর্ঘদিন ধরে দুই পক্ষের মধ্যে জমি নিয়ে বিরোধ চলে আসছিল। একাধিকবার সালিশ বৈঠক হলেও বিরোধের নিষ্পত্তি হয়নি। শেষ পর্যন্ত বিষয়টি আদালত পর্যন্ত গড়ায়। <box>153 775 269 821</box>
article-headline[interactable]: বুড়িমারী স্থলবন্দরে <box>564 561 641 573</box>
article-paragraph: মোট লেনদেনের পরিমাণ দাঁড়িয়েছে ৩১২ কোটি টাকা, যা আগের কার্যদিবসের চেয়ে ৪৭ কোটি টাকা কম। বাজার মূলধন কমে দাঁড়িয়েছে ৬ লাখ ৩৮ হাজার কোটি টাকা। <box>283 1022 400 1058</box>
article-paragraph-jump: ব্যবসায়ীরা বলছেন, রাজস্ব প্রশাসনে অস্থিরতা তৈরি হলে আমদানি-রপ্তানি কার্যক্রমে নেতিবাচক প্রভাব পড়বে। এতে সরবরাহ ব্যবস্থা ব্যাহত হয়ে পণ্যের দাম বাড়তে পারে। <box>805 490 922 527</box>
publication-date: ১১ মে ২০২৫ ▫ ২৭ বৈশাখ ১৪৩২ <box>837 43 929 52</box>
article-byline: শেষ পৃষ্ঠার পর <box>194 1259 228 1267</box>
article-paragraph: অভ্যন্তরীণ নিরীক্ষা প্রতিবেদনে বেশ কিছু অনিয়মের তথ্য উঠে এসেছে বলে জানা গেছে। এসব অনিয়মের সঙ্গে জড়িতদের বিরুদ্ধে আইনানুগ ব্যবস্থা নেওয়া হবে বলে জানিয়েছে কর্তৃপক্ষ। <box>283 488 400 535</box>
article-paragraph: কর্তৃপক্ষ জানিয়েছে, ই-কমার্স খাতের সম্প্রসারণ এবং আন্তর্জাতিক বাণিজ্যের গতি বৃদ্ধির ফলে পণ্য পরিবহন সেবার চাহিদা উল্লেখযোগ্য হারে বেড়েছে। এতে কোম্পানির আয় বৃদ্ধি পেয়েছে। <box>153 904 269 941</box>
logo-name: দেশ প্রতিক্ষণ <box>16 23 191 52</box>
section-header <box>191 14 782 51</box>
article-headline[interactable]: ডিএইচএল কর গণনের <box>164 833 258 845</box>
article-paragraph: বাদীপক্ষের আইনজীবী সাংবাদিকদের বলেন, সাক্ষ্যপ্রমাণ উপস্থাপনের মাধ্যমে অভিযোগ প্রমাণ করা সম্ভব হবে বলে তারা আশাবাদী। ইতোমধ্যে কয়েকজন সাক্ষী আদালতে সাক্ষ্য দিয়েছেন। <box>153 595 269 632</box>
article-headline[interactable]: সাবেক মুক্তিযুদ্ধবিষয়ক <box>165 1244 257 1256</box>
article-byline: শেষ পৃষ্ঠার পর <box>585 134 620 142</box>
article-paragraph: আলোচনায় আরও বলা হয়, অটোমেশন ও ডিজিটাল সেবার সম্প্রসারণের মাধ্যমে করদাতাদের ভোগান্তি কমানো সম্ভব। এতে স্বচ্ছতা বাড়বে এবং রাজস্ব আদায়ও বৃদ্ধি পাবে। <box>675 810 791 847</box>
article-paragraph-jump: প্রতিষ্ঠানটির পরিচালনা পর্ষদের সিদ্ধান্ত অনুযায়ী নতুন প্রশাসক নিয়োগ দেওয়া হয়েছে। এ বিষয়ে কেন্দ্রীয় ব্যাংকের পক্ষ থেকে আনুষ্ঠানিক নির্দেশনা জারি করা হয়েছে। <box>414 76 530 112</box>
article-paragraph: অন্যদিকে আসামিপক্ষের দাবি, মামলাটি হয়রানিমূলক এবং রাজনৈতিক উদ্দেশ্যপ্রণোদিত। তারা ন্যায়বিচার পাওয়ার আশা প্রকাশ করে উচ্চ আদালতে যাওয়ার কথাও জানিয়েছেন। <box>153 638 269 674</box>
divider <box>284 627 399 628</box>
